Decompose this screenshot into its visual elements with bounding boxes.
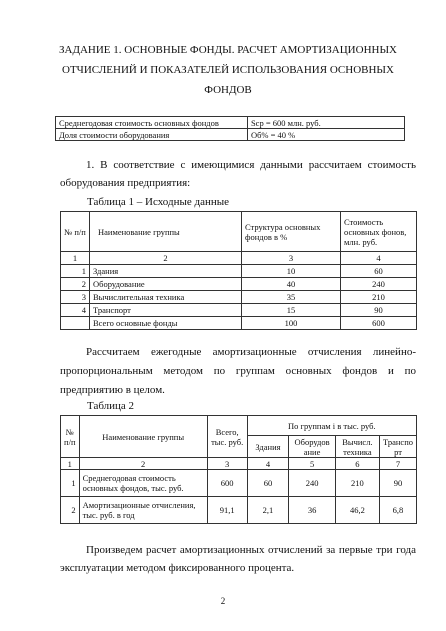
table-row [61, 265, 417, 278]
table2-cell: 36 [289, 497, 335, 524]
paragraph-2: Рассчитаем ежегодные амортизационные отчисления линейно-пропорциональным методом по группам основных фондов и по предприятию в целом. [60, 346, 416, 396]
table1-caption: Таблица 1 – Исходные данные [87, 196, 230, 208]
table2-cell: 240 [289, 470, 335, 497]
table2-col-number: 2 [79, 458, 207, 470]
table2-col-number: 4 [247, 458, 289, 470]
table2-cell: 46,2 [335, 497, 379, 524]
table2-cell: 60 [247, 470, 289, 497]
table2-col-number: 7 [379, 458, 416, 470]
table2-depreciation [60, 415, 417, 524]
table1-cell: Транспорт [90, 304, 242, 317]
title-line-3: ФОНДОВ [204, 84, 252, 96]
input-value: Об% = 40 % [247, 129, 404, 141]
table2-cell: 90 [379, 470, 416, 497]
table-row [61, 470, 417, 497]
table1-cell: Здания [90, 265, 242, 278]
table1-header-row [61, 212, 417, 252]
table2-subheader: Оборудов ание [289, 436, 335, 458]
table1-col-number: 3 [242, 252, 341, 265]
table2-cell: 1 [61, 470, 80, 497]
input-label: Доля стоимости оборудования [56, 129, 248, 141]
table2-header-num: № п/п [61, 416, 80, 458]
table1-cell: 10 [242, 265, 341, 278]
table2-subheader: Транспо рт [379, 436, 416, 458]
table2-cell: 2 [61, 497, 80, 524]
paragraph-3: Произведем расчет амортизационных отчислений за первые три года эксплуатации методом фиксированного процента. [60, 544, 416, 574]
table2-cell: Среднегодовая стоимость основных фондов, тыс. руб. [79, 470, 207, 497]
table1-cell: 210 [341, 291, 417, 304]
table1-cell: 1 [61, 265, 90, 278]
table2-subheader: Здания [247, 436, 289, 458]
table2-cell: 210 [335, 470, 379, 497]
table1-cell: Всего основные фонды [90, 317, 242, 330]
table2-header-name: Наименование группы [79, 416, 207, 458]
table2-subheader: Вычисл. техника [335, 436, 379, 458]
input-row [56, 117, 405, 129]
table2-cell: Амортизационные отчисления, тыс. руб. в год [79, 497, 207, 524]
table2-cell: 6,8 [379, 497, 416, 524]
page-number: 2 [220, 596, 226, 606]
table1-header-name: Наименование группы [90, 212, 242, 252]
table1-header-num: № п/п [61, 212, 90, 252]
table1-source-data [60, 211, 417, 330]
table2-cell: 2,1 [247, 497, 289, 524]
title-line-1: ЗАДАНИЕ 1. ОСНОВНЫЕ ФОНДЫ. РАСЧЕТ АМОРТИЗАЦИОННЫХ [58, 44, 397, 56]
table1-cell: 2 [61, 278, 90, 291]
table1-cell: 4 [61, 304, 90, 317]
table-row [61, 317, 417, 330]
assignment-title [55, 40, 401, 100]
table1-cell: 40 [242, 278, 341, 291]
table-row [61, 304, 417, 317]
table1-cell: Оборудование [90, 278, 242, 291]
table1-cell: 15 [242, 304, 341, 317]
table1-header-structure: Структура основных фондов в % [242, 212, 341, 252]
table1-cell: Вычислительная техника [90, 291, 242, 304]
table1-cell: 600 [341, 317, 417, 330]
table2-cell: 600 [207, 470, 247, 497]
table1-col-number: 1 [61, 252, 90, 265]
input-row [56, 129, 405, 141]
table1-cell: 60 [341, 265, 417, 278]
table-row [61, 291, 417, 304]
table1-col-number: 2 [90, 252, 242, 265]
table-row [61, 497, 417, 524]
table1-cell: 3 [61, 291, 90, 304]
table1-cell: 90 [341, 304, 417, 317]
paragraph-1: 1. В соответствие с имеющимися данными рассчитаем стоимость оборудования предприятия: [60, 159, 416, 189]
table1-cell [61, 317, 90, 330]
table2-header-total: Всего, тыс. руб. [207, 416, 247, 458]
table2-col-number: 1 [61, 458, 80, 470]
table1-cell: 35 [242, 291, 341, 304]
table2-cell: 91,1 [207, 497, 247, 524]
table-row [61, 278, 417, 291]
input-label: Среднегодовая стоимость основных фондов [56, 117, 248, 129]
table2-header-groups: По группам i в тыс. руб. [247, 416, 416, 436]
table2-numbering-row [61, 458, 417, 470]
table2-caption: Таблица 2 [87, 400, 135, 412]
input-data-table [55, 116, 405, 141]
table2-col-number: 6 [335, 458, 379, 470]
table2-header-row [61, 416, 417, 436]
input-value: Sср = 600 млн. руб. [247, 117, 404, 129]
table2-col-number: 3 [207, 458, 247, 470]
table1-cell: 100 [242, 317, 341, 330]
table1-numbering-row [61, 252, 417, 265]
table1-col-number: 4 [341, 252, 417, 265]
table2-col-number: 5 [289, 458, 335, 470]
table1-header-cost: Стоимость основных фонов, млн. руб. [341, 212, 417, 252]
table1-cell: 240 [341, 278, 417, 291]
title-line-2: ОТЧИСЛЕНИЙ И ПОКАЗАТЕЛЕЙ ИСПОЛЬЗОВАНИЯ ОСНОВНЫХ [62, 64, 394, 76]
